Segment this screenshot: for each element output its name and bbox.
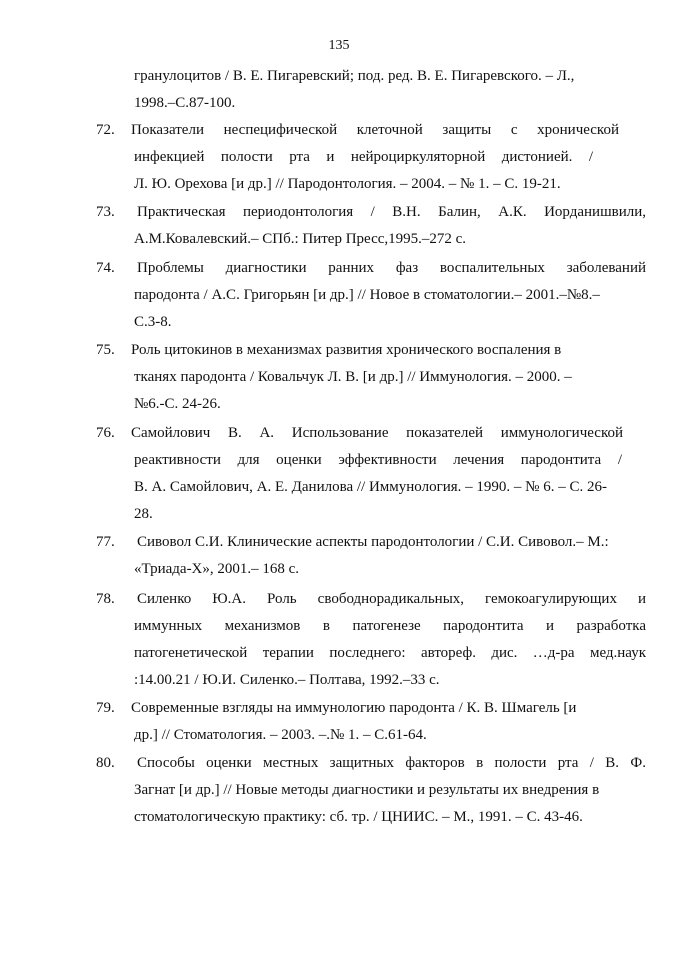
- reference-number: 72.: [96, 122, 115, 138]
- reference-line: Сивовол С.И. Клинические аспекты пародонтологии / С.И. Сивовол.– М.:: [137, 534, 609, 550]
- reference-line: Проблемы диагностики ранних фаз воспалительных заболеваний: [137, 260, 646, 276]
- reference-line: А.М.Ковалевский.– СПб.: Питер Пресс,1995.–272 с.: [134, 231, 467, 247]
- reference-line: С.3-8.: [134, 314, 172, 330]
- reference-line: гранулоцитов / В. Е. Пигаревский; под. ред. В. Е. Пигаревского. – Л.,: [134, 68, 575, 84]
- page-number: 135: [328, 38, 350, 53]
- reference-line: «Триада-Х», 2001.– 168 с.: [134, 561, 300, 577]
- reference-line: пародонта / А.С. Григорьян [и др.] // Новое в стоматологии.– 2001.–№8.–: [134, 287, 600, 303]
- reference-number: 78.: [96, 591, 115, 607]
- reference-line: №6.-С. 24-26.: [134, 396, 221, 412]
- reference-line: :14.00.21 / Ю.И. Силенко.– Полтава, 1992.–33 с.: [134, 672, 440, 688]
- reference-line: Силенко Ю.А. Роль свободнорадикальных, гемокоагулирующих и: [137, 591, 646, 607]
- reference-line: Загнат [и др.] // Новые методы диагностики и результаты их внедрения в: [134, 782, 600, 798]
- reference-number: 79.: [96, 700, 115, 716]
- reference-number: 80.: [96, 755, 115, 771]
- reference-number: 77.: [96, 534, 115, 550]
- reference-line: иммунных механизмов в патогенезе пародонтита и разработка: [134, 618, 646, 634]
- reference-line: 1998.–С.87-100.: [134, 95, 236, 111]
- reference-number: 75.: [96, 342, 115, 358]
- reference-number: 76.: [96, 425, 115, 441]
- reference-line: стоматологическую практику: сб. тр. / ЦНИИС. – М., 1991. – С. 43-46.: [134, 809, 583, 825]
- reference-line: 28.: [134, 506, 153, 522]
- reference-line: реактивности для оценки эффективности лечения пародонтита /: [134, 452, 622, 468]
- reference-line: В. А. Самойлович, А. Е. Данилова // Иммунология. – 1990. – № 6. – С. 26-: [134, 479, 607, 495]
- reference-line: Способы оценки местных защитных факторов в полости рта / В. Ф.: [137, 755, 646, 771]
- reference-line: тканях пародонта / Ковальчук Л. В. [и др.] // Иммунология. – 2000. –: [134, 369, 572, 385]
- reference-line: др.] // Стоматология. – 2003. –.№ 1. – С.61-64.: [134, 727, 427, 743]
- reference-number: 74.: [96, 260, 115, 276]
- reference-line: Самойлович В. А. Использование показателей иммунологической: [131, 425, 623, 441]
- reference-line: Показатели неспецифической клеточной защиты с хронической: [131, 122, 619, 138]
- reference-line: Л. Ю. Орехова [и др.] // Пародонтология. – 2004. – № 1. – С. 19-21.: [134, 176, 561, 192]
- reference-number: 73.: [96, 204, 115, 220]
- reference-line: инфекцией полости рта и нейроциркуляторной дистонией. /: [134, 149, 593, 165]
- reference-line: Роль цитокинов в механизмах развития хронического воспаления в: [131, 342, 562, 358]
- reference-line: Практическая периодонтология / В.Н. Балин, А.К. Иорданишвили,: [137, 204, 646, 220]
- reference-line: патогенетической терапии последнего: автореф. дис. …д-ра мед.наук: [134, 645, 646, 661]
- reference-line: Современные взгляды на иммунологию пародонта / К. В. Шмагель [и: [131, 700, 577, 716]
